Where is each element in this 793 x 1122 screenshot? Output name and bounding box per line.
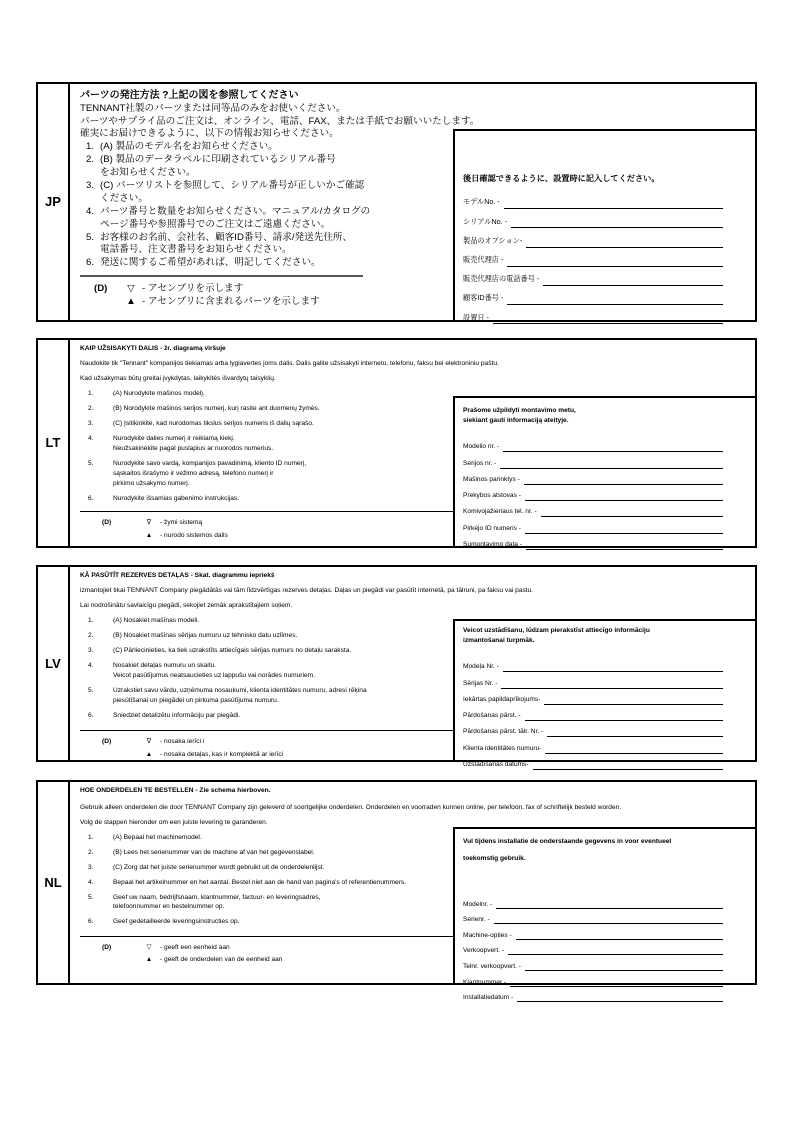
item-number: 3. [88, 864, 94, 871]
item-text: (C) パーツリストを参照して、シリアル番号が正しいかご確認 ください。 [100, 179, 365, 204]
field-input-line[interactable] [524, 484, 723, 485]
field-input-line[interactable] [511, 227, 723, 228]
triangle-filled-icon: ▲ [145, 532, 153, 539]
section-title: HOE ONDERDELEN TE BESTELLEN - Zie schema hierboven. [80, 787, 271, 794]
form-field[interactable] [463, 286, 723, 305]
language-code: LV [38, 567, 70, 760]
item-number: 2. [88, 632, 94, 639]
item-number: 4. [88, 879, 94, 886]
legend-text: - nosaka detaļas, kas ir komplektā ar ierīci [160, 751, 284, 758]
field-label: Pārdošanas pārst. tālr. Nr. - [463, 728, 544, 736]
field-label: Sērijas Nr. - [463, 679, 498, 687]
legend-label: (D) [102, 519, 112, 526]
item-text: (B) Lees het serienummer van de machine af van het gegevenslabel. [113, 849, 315, 856]
form-title: Prašome užpildyti montavimo metu, siekiant gauti informaciją ateityje. [463, 407, 576, 424]
field-label: Modeļa Nr. - [463, 663, 499, 671]
field-label: シリアルNo. - [463, 216, 508, 226]
item-text: 発送に関するご希望があれば、明記してください。 [100, 257, 321, 269]
form-field[interactable] [463, 689, 723, 705]
language-code: NL [38, 782, 70, 983]
field-label: Serienr. - [463, 916, 490, 924]
form-field[interactable] [463, 656, 723, 672]
section-title: パーツの発注方法 ?上記の図を参照してください [80, 90, 299, 101]
form-field[interactable] [463, 190, 723, 209]
field-label: Pirkėjo ID numeris - [463, 524, 521, 532]
form-field[interactable] [463, 267, 723, 286]
field-input-line[interactable] [516, 939, 723, 940]
item-number: 3. [86, 179, 95, 191]
field-label: Serijos nr. - [463, 459, 497, 467]
divider [80, 730, 462, 731]
field-input-line[interactable] [507, 266, 723, 267]
form-field[interactable] [463, 987, 723, 1003]
item-number: 2. [88, 849, 94, 856]
divider [80, 275, 363, 277]
field-label: Mašinos parinktys - [463, 475, 520, 483]
field-input-line[interactable] [543, 285, 723, 286]
form-field[interactable] [463, 940, 723, 956]
intro-text: TENNANT社製のパーツまたは同等品のみをお使いください。 [80, 102, 346, 114]
item-text: パーツ番号と数量をお知らせください。マニュアル/カタログの ページ番号や参照番号でのご注文はご遠慮ください。 [100, 205, 371, 230]
form-field[interactable] [463, 705, 723, 721]
field-label: Komivojažieriaus tel. nr. - [463, 508, 537, 516]
form-field[interactable] [463, 971, 723, 987]
field-input-line[interactable] [501, 688, 723, 689]
item-text: (C) Zorg dat het juiste serienummer wordt gebruikt uit de onderdelenlijst. [113, 864, 325, 871]
field-label: Machine-opties - [463, 931, 512, 939]
installation-record-form [453, 619, 757, 769]
triangle-outline-icon: ▽ [127, 283, 135, 295]
form-field[interactable] [463, 909, 723, 925]
form-field[interactable] [463, 754, 723, 770]
intro-text: Gebruik alleen onderdelen die door TENNANT Company zijn geleverd of soortgelijke onderdelen. Onderdelen en voorraden kunnen online, per telefoon, fax of schriftelijk besteld worden. [80, 804, 622, 811]
legend-text: - アセンブリに含まれるパーツを示します [142, 295, 320, 307]
item-text: (A) Nurodykite mašinos modelį. [113, 390, 205, 397]
language-code: JP [38, 84, 70, 320]
item-text: (B) Nosakiet mašīnas sērijas numuru uz tehnisko datu uzlīmes. [113, 632, 298, 639]
item-number: 5. [88, 894, 94, 901]
section-title: KAIP UŽSISAKYTI DALIS - žr. diagramą viršuje [80, 345, 226, 352]
legend-label [102, 955, 142, 964]
form-field[interactable] [463, 672, 723, 688]
triangle-outline-icon: ▽ [146, 944, 152, 951]
item-number: 5. [88, 460, 94, 467]
field-input-line[interactable] [508, 954, 723, 955]
item-number: 6. [86, 257, 95, 269]
item-text: お客様のお名前、会社名、顧客ID番号、請求/発送先住所、 電話番号、注文書番号をお知らせください。 [100, 231, 353, 256]
item-text: Sniedziet detalizētu informāciju par piegādi. [113, 712, 241, 719]
form-field[interactable] [463, 469, 723, 485]
item-number: 6. [88, 712, 94, 719]
form-title: Veicot uzstādīšanu, lūdzam pierakstīst attiecīgo informāciju izmantošanai turpmāk. [463, 627, 650, 644]
field-label: Prekybos atstovas - [463, 492, 521, 500]
item-number: 1. [86, 141, 95, 153]
intro-text: Volg de stappen hieronder om een juiste levering te garanderen. [80, 819, 268, 826]
section-lv [36, 565, 757, 769]
item-text: Nurodykite savo vardą, kompanijos pavadinimą, kliento ID numerį, sąskaitos išrašymo ir vežimo adresą, telefono numerį ir pirkimo užsakymo numerį. [113, 460, 307, 487]
form-title: 後日確認できるように、設置時に記入してください。 [463, 174, 660, 183]
field-label: モデルNo. - [463, 197, 500, 207]
form-field[interactable] [463, 721, 723, 737]
legend-label [94, 296, 124, 309]
triangle-filled-icon: ▲ [145, 751, 153, 758]
form-field[interactable] [463, 517, 723, 533]
item-text: Uzrakstiet savu vārdu, uzņēmuma nosaukumi, klienta identitātes numuru, adresi rēķina piesūtīšanai un piegādei un pirkuma pasūtījuma numuru. [113, 687, 367, 704]
triangle-filled-icon: ▲ [126, 295, 136, 307]
legend-text: - アセンブリを示します [142, 283, 244, 295]
field-label: Uzstādīšanas datums- [463, 761, 529, 769]
intro-text: izmantojiet tikai TENNANT Company piegādātās vai tām līdzvērtīgas rezerves detaļas. Daļas un piegādi var pasūtīt internetā, pa tālruni, pa faksu vai pastu. [80, 587, 534, 594]
field-label: Modelnr. - [463, 900, 493, 908]
intro-text: 確実にお届けできるように、以下の情報お知らせください。 [80, 128, 339, 140]
item-number: 2. [86, 154, 95, 166]
field-label: Installatiedatum - [463, 994, 514, 1002]
field-input-line[interactable] [541, 516, 723, 517]
item-number: 6. [88, 495, 94, 502]
item-number: 2. [88, 405, 94, 412]
item-text: (A) Bepaal het machinemodel. [113, 834, 202, 841]
field-label: 販売代理店の電話番号 - [463, 274, 540, 284]
legend-label [102, 531, 142, 541]
item-number: 1. [88, 390, 94, 397]
field-label: Telnr. verkoopvert. - [463, 962, 521, 970]
field-label: 顧客ID番号 - [463, 293, 504, 303]
section-title: KĀ PASŪTĪT REZERVES DETAĻAS - Skat. diagrammu iepriekš [80, 572, 275, 579]
field-input-line[interactable] [510, 986, 723, 987]
triangle-outline-icon: ∇ [146, 519, 152, 526]
field-input-line[interactable] [503, 671, 723, 672]
section-lt [36, 338, 757, 548]
field-label: 設置日 - [463, 312, 489, 322]
field-input-line[interactable] [526, 247, 723, 248]
field-input-line[interactable] [525, 720, 723, 721]
intro-text: Kad užsakymas būtų greitai įvykdytas, laikykitės išvardytų taisyklių. [80, 375, 276, 382]
field-input-line[interactable] [544, 704, 723, 705]
field-input-line[interactable] [493, 323, 723, 324]
form-field[interactable] [463, 737, 723, 753]
item-number: 3. [88, 420, 94, 427]
field-label: 販売代理店 - [463, 254, 504, 264]
item-text: (C) Pārliecinieties, ka tiek uzrakstīts attiecīgais sērijas numurs no detaļu saraksta. [113, 647, 352, 654]
form-field[interactable] [463, 228, 723, 247]
item-number: 1. [88, 617, 94, 624]
divider [80, 936, 458, 937]
item-number: 6. [88, 918, 94, 925]
field-label: Modelio nr. - [463, 443, 500, 451]
field-input-line[interactable] [507, 304, 723, 305]
field-input-line[interactable] [500, 468, 723, 469]
field-input-line[interactable] [533, 769, 723, 770]
form-field[interactable] [463, 893, 723, 909]
item-text: (B) Norodykite mašinos serijos numerį, kurį rasite ant duomenų žymės. [113, 405, 320, 412]
item-number: 5. [88, 687, 94, 694]
item-text: Nurodykite išsamias gabenimo instrukcijas. [113, 495, 240, 502]
field-input-line[interactable] [503, 451, 723, 452]
form-field[interactable] [463, 436, 723, 452]
item-number: 4. [86, 205, 95, 217]
item-text: Nurodykite dalies numerį ir reikiamą kiekį. Neužsakinėkite pagal puslapius ar nuorodos numerius. [113, 435, 274, 452]
form-field[interactable] [463, 248, 723, 267]
field-label: Pārdošanas pārst. - [463, 712, 521, 720]
field-label: Iekārtas papildaprīkojums- [463, 695, 541, 703]
installation-record-form [453, 396, 757, 548]
item-number: 4. [88, 435, 94, 442]
item-text: (B) 製品のデータラベルに印刷されているシリアル番号 をお知らせください。 [100, 154, 336, 178]
legend-label: (D) [102, 738, 112, 745]
installation-record-form [453, 827, 757, 1002]
legend-text: - nosaka ierīci i [160, 738, 205, 745]
form-field[interactable] [463, 955, 723, 971]
language-code: LT [38, 340, 70, 546]
form-field[interactable] [463, 209, 723, 228]
item-number: 3. [88, 647, 94, 654]
legend-text: - žymi sistemą [160, 519, 203, 526]
form-title: Vul tijdens installatie de onderstaande gegevens in voor eventueel toekomstig gebruik. [463, 838, 672, 862]
item-text: Geef uw naam, bedrijfsnaam, klantnummer, factuur- en leveringsadres, telefoonnummer en bestelnummer op. [113, 894, 321, 910]
intro-text: Lai nodrošinātu savlaicīgu piegādi, sekojiet zemāk aprakstītajiem soļiem. [80, 602, 293, 609]
field-input-line[interactable] [525, 500, 723, 501]
intro-text: パーツやサプライ品のご注文は、オンライン、電話、FAX、または手紙でお願いいたします。 [80, 115, 480, 127]
divider [80, 511, 462, 512]
installation-record-form [453, 129, 757, 322]
triangle-outline-icon: ∇ [146, 738, 152, 745]
field-label: Sumontavimo data - [463, 541, 523, 549]
field-label: 製品のオプション- [463, 235, 523, 245]
item-text: Nosakiet detaļas numuru un skaitu. Veicot pasūtījumus neatsaucieties uz lappušu vai norādes numuriem. [113, 662, 315, 679]
field-input-line[interactable] [504, 208, 723, 209]
field-input-line[interactable] [525, 533, 723, 534]
form-field[interactable] [463, 485, 723, 501]
legend-label: (D) [94, 283, 108, 295]
field-input-line[interactable] [517, 1001, 723, 1002]
form-field[interactable] [463, 534, 723, 550]
field-label: Klantnummer - [463, 978, 507, 986]
item-number: 4. [88, 662, 94, 669]
field-input-line[interactable] [525, 970, 723, 971]
field-label: Klienta identitātes numuru- [463, 744, 542, 752]
field-input-line[interactable] [526, 549, 723, 550]
item-number: 1. [88, 834, 94, 841]
form-field[interactable] [463, 305, 723, 324]
intro-text: Naudokite tik "Tennant" kompanijos tiekiamas arba lygiavertes joms dalis. Dalis galite užsisakyti internetu, telefonu, faksu bei elektroniniu paštu. [80, 360, 499, 367]
item-text: Bepaal het artikelnummer en het aantal. Bestel niet aan de hand van pagina's of referentienummers. [113, 879, 407, 886]
field-input-line[interactable] [547, 736, 723, 737]
legend-label [102, 750, 142, 760]
legend-text: - geeft een eenheid aan [160, 944, 230, 951]
legend-text: - geeft de onderdelen van de eenheid aan [160, 956, 283, 963]
field-label: Verkoopvert. - [463, 947, 505, 955]
item-text: (A) 製品のモデル名をお知らせください。 [100, 141, 278, 153]
field-input-line[interactable] [496, 908, 723, 909]
form-field[interactable] [463, 501, 723, 517]
item-text: (C) Įsitikinkite, kad nurodomas tikslus serijos numeris iš dalių sąrašo. [113, 420, 314, 427]
legend-label: (D) [102, 944, 112, 951]
form-field[interactable] [463, 924, 723, 940]
item-text: Geef gedetailleerde leveringsinstructies op. [113, 918, 240, 925]
item-number: 5. [86, 231, 95, 243]
item-text: (A) Nosakiet mašīnas modeli. [113, 617, 200, 624]
field-input-line[interactable] [545, 753, 723, 754]
section-jp [36, 82, 757, 322]
section-nl [36, 780, 757, 1002]
legend-text: - nurodo sistemos dalis [160, 532, 228, 539]
field-input-line[interactable] [494, 923, 723, 924]
form-field[interactable] [463, 452, 723, 468]
triangle-filled-icon: ▲ [145, 956, 153, 963]
